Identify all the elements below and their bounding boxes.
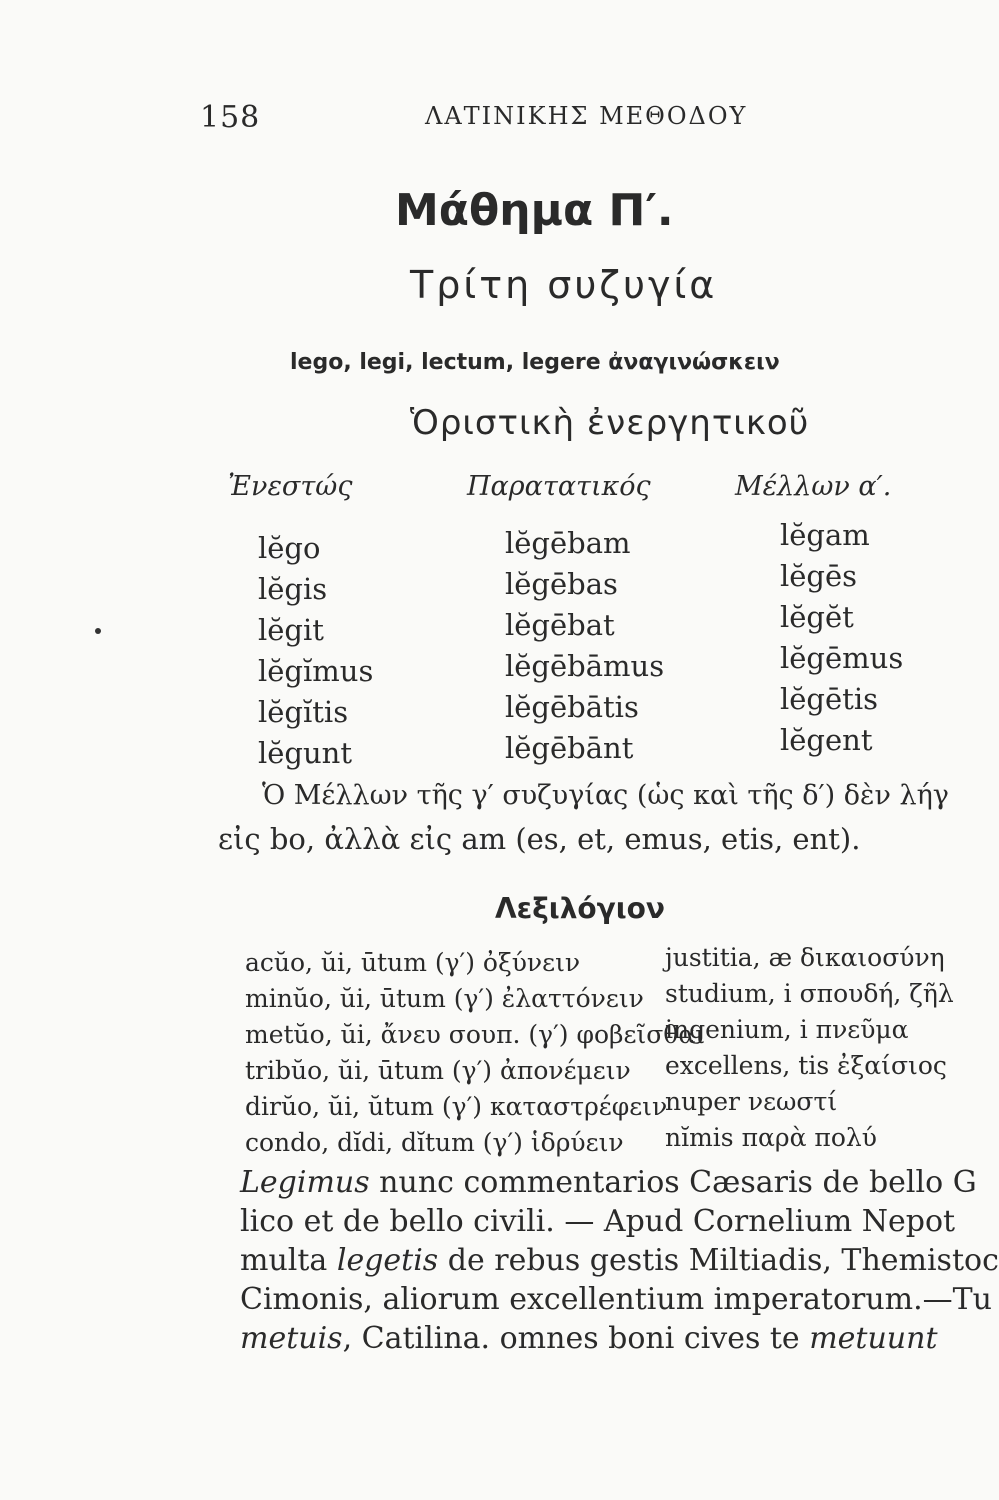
- vocabulary-entry: justitia, æ δικαιοσύνη: [665, 943, 945, 972]
- page-number: 158: [200, 100, 261, 135]
- verb-form: lĕgēbam: [505, 526, 631, 560]
- verb-form: lĕgēbātis: [505, 690, 639, 724]
- verb-form: lĕgunt: [258, 736, 353, 770]
- verb-form: lĕgēbas: [505, 567, 618, 601]
- exercise-line: metuis, Catilina. omnes boni cives te metuunt: [240, 1321, 938, 1356]
- verb-form: lĕgēmus: [780, 641, 904, 675]
- future-note-line-1: Ὁ Μέλλων τῆς γ′ συζυγίας (ὡς καὶ τῆς δ′) δὲν λήγ: [262, 780, 949, 811]
- verb-form: lĕgēbāmus: [505, 649, 665, 683]
- exercise-text: [240, 1163, 999, 1358]
- verb-form: lĕgam: [780, 518, 870, 552]
- lesson-title: Μάθημα Π′.: [395, 185, 674, 236]
- vocabulary-right-column: [665, 940, 954, 1156]
- vocabulary-entry: nuper νεωστί: [665, 1087, 838, 1116]
- verb-form: lĕgĭmus: [258, 654, 374, 688]
- conjugation-title: Τρίτη συζυγία: [410, 263, 718, 307]
- exercise-line: multa legetis de rebus gestis Miltiadis, Themistoc: [240, 1243, 999, 1278]
- verb-form: lĕgētis: [780, 682, 878, 716]
- vocabulary-entry: metŭo, ŭi, ἄνευ σουπ. (γ′) φοβεῖσθαι: [245, 1020, 706, 1049]
- vocabulary-title: Λεξιλόγιον: [495, 892, 665, 925]
- vocabulary-left-column: [245, 945, 705, 1161]
- italic-verb: legetis: [336, 1243, 439, 1278]
- margin-dot: [95, 628, 101, 634]
- vocabulary-entry: minŭo, ŭi, ūtum (γ′) ἐλαττόνειν: [245, 984, 644, 1013]
- running-title: ΛΑΤΙΝΙΚΗΣ ΜΕΘΟΔΟΥ: [425, 102, 748, 130]
- vocabulary-entry: studium, i σπουδή, ζῆλ: [665, 979, 954, 1008]
- exercise-line: lico et de bello civili. — Apud Cornelium Nepot: [240, 1204, 956, 1239]
- verb-form: lĕgis: [258, 572, 328, 606]
- verb-form: lĕgent: [780, 723, 873, 757]
- vocabulary-entry: condo, dĭdi, dĭtum (γ′) ἱδρύειν: [245, 1128, 624, 1157]
- imperfect-forms: [505, 523, 664, 769]
- verb-form: lĕgēbānt: [505, 731, 634, 765]
- vocabulary-entry: dirŭo, ŭi, ŭtum (γ′) καταστρέφειν: [245, 1092, 668, 1121]
- italic-verb: metuunt: [809, 1321, 938, 1356]
- verb-form: lĕgit: [258, 613, 324, 647]
- vocabulary-entry: acŭo, ŭi, ūtum (γ′) ὀξύνειν: [245, 948, 581, 977]
- italic-verb: Legimus: [240, 1165, 370, 1200]
- column-heading-imperfect: Παρατατικός: [467, 471, 651, 502]
- principal-parts: lego, legi, lectum, legere ἀναγινώσκειν: [290, 350, 780, 375]
- exercise-line: Legimus nunc commentarios Cæsaris de bello G: [240, 1165, 977, 1200]
- verb-form: lĕgo: [258, 531, 321, 565]
- italic-verb: metuis: [240, 1321, 343, 1356]
- vocabulary-entry: tribŭo, ŭi, ūtum (γ′) ἀπονέμειν: [245, 1056, 631, 1085]
- verb-form: lĕgĭtis: [258, 695, 349, 729]
- mood-heading: Ὁριστικὴ ἐνεργητικοῦ: [410, 403, 810, 443]
- vocabulary-entry: excellens, tis ἐξαίσιος: [665, 1051, 947, 1080]
- column-heading-present: Ἐνεστώς: [228, 471, 353, 502]
- future-note-line-2: εἰς bo, ἀλλὰ εἰς am (es, et, emus, etis, ent).: [218, 822, 861, 856]
- vocabulary-entry: ingenium, i πνεῦμα: [665, 1015, 909, 1044]
- present-forms: [258, 528, 373, 774]
- column-heading-future: Μέλλων α′.: [735, 471, 892, 502]
- future-forms: [780, 515, 903, 761]
- exercise-line: Cimonis, aliorum excellentium imperatorum.—Tu: [240, 1282, 992, 1317]
- verb-form: lĕgēbat: [505, 608, 615, 642]
- verb-form: lĕgĕt: [780, 600, 854, 634]
- vocabulary-entry: nĭmis παρὰ πολύ: [665, 1123, 877, 1152]
- verb-form: lĕgēs: [780, 559, 858, 593]
